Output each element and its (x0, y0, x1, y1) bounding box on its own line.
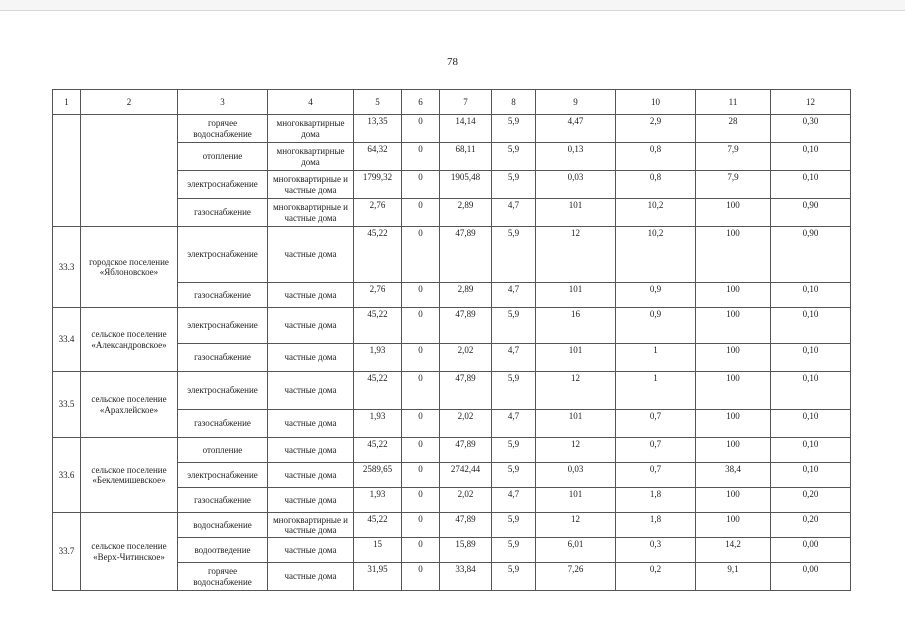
value-cell: 12 (536, 513, 616, 538)
settlement-name: сельское поселение «Арахлейское» (81, 372, 178, 438)
value-cell: 12 (536, 438, 616, 463)
settlement-number: 33.4 (53, 308, 81, 372)
service-type: горячее водоснабжение (178, 563, 268, 591)
service-type: отопление (178, 143, 268, 171)
value-cell: 68,11 (440, 143, 492, 171)
value-cell: 100 (696, 227, 771, 283)
value-cell: 0 (402, 513, 440, 538)
value-cell: 101 (536, 410, 616, 438)
value-cell: 0,10 (771, 372, 851, 410)
housing-type: частные дома (268, 283, 354, 308)
housing-type: многоквартирные дома (268, 143, 354, 171)
housing-type: многоквартирные дома (268, 115, 354, 143)
value-cell: 0 (402, 308, 440, 344)
value-cell: 10,2 (616, 227, 696, 283)
value-cell: 0,9 (616, 308, 696, 344)
value-cell: 0,90 (771, 199, 851, 227)
value-cell: 45,22 (354, 227, 402, 283)
column-header: 6 (402, 90, 440, 115)
value-cell: 0 (402, 463, 440, 488)
value-cell: 15,89 (440, 538, 492, 563)
service-type: отопление (178, 438, 268, 463)
column-header: 7 (440, 90, 492, 115)
value-cell: 6,01 (536, 538, 616, 563)
value-cell: 5,9 (492, 227, 536, 283)
value-cell: 15 (354, 538, 402, 563)
value-cell: 12 (536, 372, 616, 410)
value-cell: 100 (696, 488, 771, 513)
value-cell: 0,10 (771, 344, 851, 372)
value-cell: 0,7 (616, 410, 696, 438)
value-cell: 47,89 (440, 513, 492, 538)
value-cell: 0,7 (616, 438, 696, 463)
value-cell: 0,7 (616, 463, 696, 488)
value-cell: 1799,32 (354, 171, 402, 199)
settlement-number: 33.7 (53, 513, 81, 591)
settlement-name: сельское поселение «Беклемишевское» (81, 438, 178, 513)
column-header: 9 (536, 90, 616, 115)
value-cell: 0,10 (771, 143, 851, 171)
service-type: водоснабжение (178, 513, 268, 538)
value-cell: 5,9 (492, 538, 536, 563)
value-cell: 0,8 (616, 143, 696, 171)
value-cell: 1905,48 (440, 171, 492, 199)
table-row (53, 372, 851, 410)
value-cell: 4,7 (492, 283, 536, 308)
value-cell: 45,22 (354, 438, 402, 463)
housing-type: частные дома (268, 438, 354, 463)
value-cell: 4,7 (492, 410, 536, 438)
value-cell: 100 (696, 410, 771, 438)
service-type: электроснабжение (178, 171, 268, 199)
housing-type: частные дома (268, 488, 354, 513)
value-cell: 5,9 (492, 115, 536, 143)
value-cell: 2,76 (354, 199, 402, 227)
value-cell: 5,9 (492, 143, 536, 171)
value-cell: 100 (696, 308, 771, 344)
housing-type: частные дома (268, 463, 354, 488)
settlement-name: сельское поселение «Верх-Читинское» (81, 513, 178, 591)
value-cell: 1 (616, 372, 696, 410)
column-header: 10 (616, 90, 696, 115)
value-cell: 47,89 (440, 227, 492, 283)
value-cell: 45,22 (354, 308, 402, 344)
settlement-name (81, 115, 178, 227)
service-type: газоснабжение (178, 488, 268, 513)
value-cell: 1,8 (616, 488, 696, 513)
column-header: 4 (268, 90, 354, 115)
value-cell: 0 (402, 438, 440, 463)
housing-type: частные дома (268, 538, 354, 563)
settlement-name: городское поселение «Яблоновское» (81, 227, 178, 308)
service-type: электроснабжение (178, 463, 268, 488)
value-cell: 2,9 (616, 115, 696, 143)
value-cell: 2,89 (440, 283, 492, 308)
value-cell: 0 (402, 171, 440, 199)
value-cell: 33,84 (440, 563, 492, 591)
value-cell: 0 (402, 563, 440, 591)
tariff-table (52, 89, 851, 591)
value-cell: 0 (402, 227, 440, 283)
service-type: газоснабжение (178, 199, 268, 227)
column-header: 2 (81, 90, 178, 115)
value-cell: 1,93 (354, 410, 402, 438)
value-cell: 0 (402, 283, 440, 308)
housing-type: многоквартирные и частные дома (268, 199, 354, 227)
value-cell: 0,03 (536, 171, 616, 199)
column-header: 5 (354, 90, 402, 115)
table-row (53, 438, 851, 463)
value-cell: 0 (402, 538, 440, 563)
housing-type: частные дома (268, 344, 354, 372)
service-type: водоотведение (178, 538, 268, 563)
value-cell: 5,9 (492, 372, 536, 410)
value-cell: 0 (402, 344, 440, 372)
value-cell: 0 (402, 199, 440, 227)
column-header: 8 (492, 90, 536, 115)
value-cell: 100 (696, 199, 771, 227)
settlement-number (53, 115, 81, 227)
value-cell: 38,4 (696, 463, 771, 488)
value-cell: 9,1 (696, 563, 771, 591)
service-type: электроснабжение (178, 227, 268, 283)
value-cell: 31,95 (354, 563, 402, 591)
value-cell: 5,9 (492, 438, 536, 463)
value-cell: 13,35 (354, 115, 402, 143)
value-cell: 0,10 (771, 308, 851, 344)
value-cell: 14,2 (696, 538, 771, 563)
value-cell: 12 (536, 227, 616, 283)
page-number: 78 (447, 56, 458, 68)
table-row (53, 513, 851, 538)
settlement-name: сельское поселение «Александровское» (81, 308, 178, 372)
value-cell: 0,8 (616, 171, 696, 199)
value-cell: 14,14 (440, 115, 492, 143)
value-cell: 2,76 (354, 283, 402, 308)
settlement-number: 33.5 (53, 372, 81, 438)
value-cell: 0,10 (771, 410, 851, 438)
column-header: 12 (771, 90, 851, 115)
column-header: 11 (696, 90, 771, 115)
value-cell: 45,22 (354, 372, 402, 410)
value-cell: 2742,44 (440, 463, 492, 488)
value-cell: 5,9 (492, 463, 536, 488)
value-cell: 28 (696, 115, 771, 143)
value-cell: 4,7 (492, 488, 536, 513)
value-cell: 0,3 (616, 538, 696, 563)
service-type: газоснабжение (178, 410, 268, 438)
value-cell: 1,93 (354, 344, 402, 372)
value-cell: 1,8 (616, 513, 696, 538)
service-type: газоснабжение (178, 344, 268, 372)
settlement-number: 33.6 (53, 438, 81, 513)
document-page (0, 10, 905, 641)
value-cell: 0 (402, 372, 440, 410)
value-cell: 0,00 (771, 563, 851, 591)
value-cell: 2,02 (440, 344, 492, 372)
value-cell: 0,20 (771, 513, 851, 538)
value-cell: 0,10 (771, 463, 851, 488)
service-type: горячее водоснабжение (178, 115, 268, 143)
value-cell: 7,26 (536, 563, 616, 591)
value-cell: 7,9 (696, 171, 771, 199)
value-cell: 100 (696, 513, 771, 538)
value-cell: 1 (616, 344, 696, 372)
table-row (53, 308, 851, 344)
value-cell: 0,30 (771, 115, 851, 143)
value-cell: 0,03 (536, 463, 616, 488)
header-row (53, 90, 851, 115)
table-body (53, 90, 851, 591)
value-cell: 2589,65 (354, 463, 402, 488)
value-cell: 1,93 (354, 488, 402, 513)
service-type: электроснабжение (178, 308, 268, 344)
value-cell: 0,10 (771, 283, 851, 308)
value-cell: 4,7 (492, 199, 536, 227)
value-cell: 0,20 (771, 488, 851, 513)
value-cell: 5,9 (492, 171, 536, 199)
value-cell: 0 (402, 488, 440, 513)
value-cell: 100 (696, 283, 771, 308)
column-header: 3 (178, 90, 268, 115)
value-cell: 0 (402, 410, 440, 438)
value-cell: 47,89 (440, 372, 492, 410)
value-cell: 0 (402, 143, 440, 171)
value-cell: 100 (696, 372, 771, 410)
service-type: газоснабжение (178, 283, 268, 308)
value-cell: 45,22 (354, 513, 402, 538)
value-cell: 0,13 (536, 143, 616, 171)
service-type: электроснабжение (178, 372, 268, 410)
housing-type: частные дома (268, 563, 354, 591)
value-cell: 5,9 (492, 513, 536, 538)
value-cell: 0,2 (616, 563, 696, 591)
column-header: 1 (53, 90, 81, 115)
value-cell: 0,9 (616, 283, 696, 308)
value-cell: 5,9 (492, 308, 536, 344)
value-cell: 2,02 (440, 410, 492, 438)
value-cell: 101 (536, 344, 616, 372)
value-cell: 0,10 (771, 438, 851, 463)
value-cell: 0,00 (771, 538, 851, 563)
value-cell: 47,89 (440, 308, 492, 344)
value-cell: 16 (536, 308, 616, 344)
value-cell: 0,10 (771, 171, 851, 199)
value-cell: 100 (696, 344, 771, 372)
value-cell: 100 (696, 438, 771, 463)
value-cell: 64,32 (354, 143, 402, 171)
value-cell: 101 (536, 199, 616, 227)
housing-type: многоквартирные и частные дома (268, 171, 354, 199)
housing-type: многоквартирные и частные дома (268, 513, 354, 538)
value-cell: 4,7 (492, 344, 536, 372)
value-cell: 0,90 (771, 227, 851, 283)
value-cell: 10,2 (616, 199, 696, 227)
housing-type: частные дома (268, 410, 354, 438)
value-cell: 0 (402, 115, 440, 143)
value-cell: 101 (536, 488, 616, 513)
value-cell: 2,02 (440, 488, 492, 513)
value-cell: 2,89 (440, 199, 492, 227)
value-cell: 4,47 (536, 115, 616, 143)
housing-type: частные дома (268, 227, 354, 283)
value-cell: 101 (536, 283, 616, 308)
value-cell: 7,9 (696, 143, 771, 171)
table-row (53, 227, 851, 283)
value-cell: 5,9 (492, 563, 536, 591)
value-cell: 47,89 (440, 438, 492, 463)
housing-type: частные дома (268, 372, 354, 410)
housing-type: частные дома (268, 308, 354, 344)
settlement-number: 33.3 (53, 227, 81, 308)
table-row (53, 115, 851, 143)
